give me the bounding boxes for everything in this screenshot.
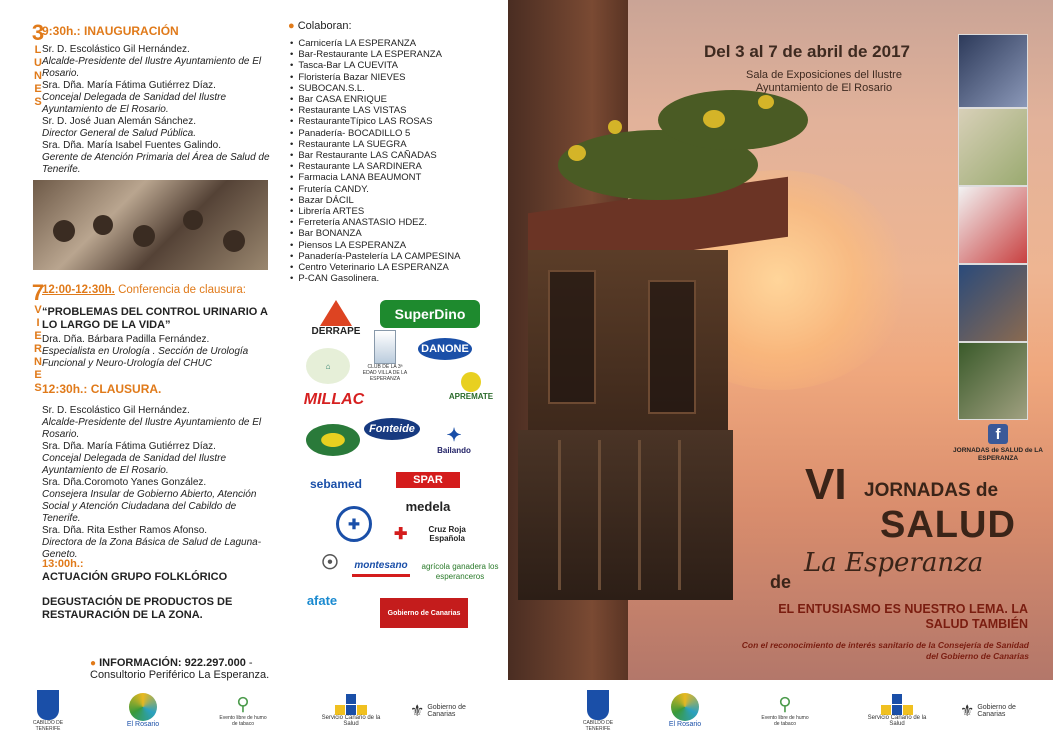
collaborators-list bbox=[290, 38, 460, 284]
session-degustacion: DEGUSTACIÓN DE PRODUCTOS DE RESTAURACIÓN DE LA ZONA. bbox=[42, 596, 233, 621]
collaborator-item: • SUBOCAN.S.L. bbox=[290, 83, 460, 94]
collaborator-item: • Bar BONANZA bbox=[290, 228, 460, 239]
phone-number: 922.297.000 bbox=[184, 657, 246, 669]
smoke-free-logo: ⚲ Evento libre de humo de tabaco bbox=[761, 694, 809, 727]
day-letter: S bbox=[34, 382, 42, 394]
speakers-list bbox=[42, 405, 270, 561]
day-letter: S bbox=[34, 96, 42, 108]
bailando-logo: ✦ Bailando bbox=[437, 425, 471, 455]
collaborator-item: • Bar Restaurante LAS CAÑADAS bbox=[290, 150, 460, 161]
session-title: INAUGURACIÓN bbox=[84, 24, 179, 38]
title-de: de bbox=[770, 572, 792, 592]
title-la-esperanza: La Esperanza bbox=[804, 548, 984, 578]
speaker-entry bbox=[42, 441, 270, 477]
rosario-logo: El Rosario bbox=[118, 683, 168, 738]
speaker-entry bbox=[42, 116, 270, 140]
collaborator-item: • Piensos LA ESPERANZA bbox=[290, 240, 460, 251]
cabildo-logo: CABILDO DE TENERIFE bbox=[578, 683, 618, 738]
day-letter: E bbox=[34, 330, 42, 342]
speaker-entry bbox=[42, 477, 270, 525]
slogan: EL ENTUSIASMO ES NUESTRO LEMA. LA SALUD TAMBIÉN bbox=[778, 602, 1028, 631]
day-number: 3 bbox=[31, 20, 45, 45]
collaborator-item: • Bar CASA ENRIQUE bbox=[290, 94, 460, 105]
day-letter: U bbox=[34, 57, 42, 69]
session-folklorico: ACTUACIÓN GRUPO FOLKLÓRICO bbox=[42, 571, 228, 583]
bullet-icon: ● bbox=[288, 20, 295, 32]
spar-logo: SPAR bbox=[396, 472, 460, 488]
session-time: 13:00h.: bbox=[42, 558, 84, 570]
collaborators-panel bbox=[280, 0, 508, 745]
collaborators-title: ● Colaboran: bbox=[288, 20, 352, 32]
bullet-icon: ● bbox=[90, 658, 97, 669]
speaker-role: Concejal Delegada de Sanidad del Ilustre Ayuntamiento de El Rosario. bbox=[42, 92, 227, 115]
day-letter: N bbox=[34, 70, 42, 82]
agricola-logo: agrícola ganadera los esperanceros bbox=[421, 562, 499, 581]
speaker-entry bbox=[42, 525, 270, 561]
day-number: 7 bbox=[31, 280, 45, 305]
speaker-name: Sra. Dña.Coromoto Yanes González. bbox=[42, 477, 207, 488]
day-letter: L bbox=[34, 44, 42, 56]
gobierno-canarias-logo: Gobierno de Canarias bbox=[380, 598, 468, 628]
collaborator-item: • Librería ARTES bbox=[290, 206, 460, 217]
collaborator-item: • Centro Veterinario LA ESPERANZA bbox=[290, 262, 460, 273]
title-salud: SALUD bbox=[880, 504, 1016, 546]
day-letter: V bbox=[34, 304, 42, 316]
millac-logo: MILLAC bbox=[303, 391, 365, 408]
talk-speaker: Dra. Dña. Bárbara Padilla Fernández. Especialista en Urología . Sección de Urología Funcional y Neuro-Urología del CHUC bbox=[42, 334, 249, 369]
info-line: ● INFORMACIÓN: 922.297.000 - Consultorio Periférico La Esperanza. bbox=[90, 657, 270, 681]
collaborator-item: • Bar-Restaurante LA ESPERANZA bbox=[290, 49, 460, 60]
day-letter: E bbox=[34, 83, 42, 95]
session-time: 12:00-12:30h. bbox=[42, 284, 115, 296]
session-time: 12:30h.: bbox=[42, 382, 88, 396]
day-letter: I bbox=[36, 317, 40, 329]
club-emblem-logo: ⌂ bbox=[306, 348, 350, 384]
recognition-note: Con el reconocimiento de interés sanitario de la Consejería de Sanidad del Gobierno de Canarias bbox=[741, 640, 1029, 661]
session-title: CLAUSURA. bbox=[90, 382, 162, 396]
health-cross-logo: ✚ bbox=[336, 506, 372, 542]
photo-thumb-1 bbox=[958, 34, 1028, 108]
speaker-name: Sr. D. José Juan Alemán Sánchez. bbox=[42, 116, 196, 127]
photo-thumb-4 bbox=[958, 264, 1028, 342]
speaker-name: Sra. Dña. María Isabel Fuentes Galindo. bbox=[42, 140, 221, 151]
speaker-entry bbox=[42, 140, 270, 176]
talk-title: “PROBLEMAS DEL CONTROL URINARIO A LO LARGO DE LA VIDA” bbox=[42, 306, 268, 331]
speaker-name: Sr. D. Escolástico Gil Hernández. bbox=[42, 405, 190, 416]
speaker-name: Sra. Dña. María Fátima Gutiérrez Díaz. bbox=[42, 441, 216, 452]
collaborator-item: • Floristería Bazar NIEVES bbox=[290, 72, 460, 83]
speaker-name: Sra. Dña. Rita Esther Ramos Afonso. bbox=[42, 525, 208, 536]
cabildo-logo: CABILDO DE TENERIFE bbox=[28, 683, 68, 738]
rosario-round-logo bbox=[306, 424, 360, 456]
speakers-list bbox=[42, 44, 270, 176]
danone-logo: DANONE bbox=[418, 338, 472, 360]
collaborator-item: • Tasca-Bar LA CUEVITA bbox=[290, 60, 460, 71]
day-letter: R bbox=[34, 343, 42, 355]
medela-logo: medela bbox=[405, 498, 451, 514]
speaker-role: Alcalde-Presidente del Ilustre Ayuntamiento de El Rosario. bbox=[42, 417, 262, 440]
scs-logo: Servicio Canario de la Salud bbox=[316, 683, 386, 738]
collaborator-item: • P-CAN Gasolinera. bbox=[290, 273, 460, 284]
fonteide-logo: Fonteide bbox=[364, 418, 420, 440]
collaborator-item: • Farmacia LANA BEAUMONT bbox=[290, 172, 460, 183]
session-inauguracion bbox=[42, 24, 179, 38]
collaborator-item: • Panadería- BOCADILLO 5 bbox=[290, 128, 460, 139]
club-logo: CLUB DE LA 3ª EDAD VILLA DE LA ESPERANZA bbox=[360, 330, 410, 382]
speaker-name: Sr. D. Escolástico Gil Hernández. bbox=[42, 44, 190, 55]
edition-number: VI bbox=[805, 460, 847, 509]
photo-thumb-2 bbox=[958, 108, 1028, 186]
collaborator-item: • Restaurante LAS VISTAS bbox=[290, 105, 460, 116]
collaborator-item: • Restaurante LA SUEGRA bbox=[290, 139, 460, 150]
session-conferencia bbox=[42, 284, 246, 296]
scs-logo: Servicio Canario de la Salud bbox=[862, 683, 932, 738]
program-panel bbox=[0, 0, 280, 745]
montesano-logo: montesano bbox=[352, 556, 410, 577]
collaborator-item: • Panadería-Pastelería LA CAMPESINA bbox=[290, 251, 460, 262]
speaker-entry bbox=[42, 405, 270, 441]
session-time: 9:30h.: bbox=[42, 24, 81, 38]
derrape-logo: DERRAPE bbox=[306, 296, 366, 340]
facebook-icon[interactable]: f bbox=[988, 424, 1008, 444]
speaker-role: Gerente de Atención Primaria del Área de Salud de Tenerife. bbox=[42, 152, 270, 175]
speaker-role: Director General de Salud Pública. bbox=[42, 128, 196, 139]
event-date: Del 3 al 7 de abril de 2017 bbox=[704, 42, 911, 61]
gobierno-footer-logo: ⚜ Gobierno de Canarias bbox=[960, 702, 1016, 720]
session-clausura bbox=[42, 382, 161, 396]
sebamed-logo: sebamed bbox=[309, 477, 363, 491]
collaborator-item: • Restaurante LA SARDINERA bbox=[290, 161, 460, 172]
event-venue: Sala de Exposiciones del Ilustre Ayuntamiento de El Rosario bbox=[746, 69, 902, 94]
speaker-entry bbox=[42, 80, 270, 116]
smoke-free-logo: ⚲ Evento libre de humo de tabaco bbox=[219, 694, 267, 727]
superdino-logo: SuperDino bbox=[380, 300, 480, 328]
facebook-label: JORNADAS de SALUD de LA ESPERANZA bbox=[953, 447, 1043, 462]
speaker-role: Directora de la Zona Básica de Salud de Laguna-Geneto. bbox=[42, 537, 262, 560]
speaker-role: Consejera Insular de Gobierno Abierto, Atención Social y Atención Ciudadana del Cabildo de Tenerife. bbox=[42, 489, 257, 524]
gobierno-footer-logo: ⚜ Gobierno de Canarias bbox=[410, 702, 466, 720]
collaborator-item: • Bazar DÁCIL bbox=[290, 195, 460, 206]
photo-thumb-3 bbox=[958, 186, 1028, 264]
day-letter: N bbox=[34, 356, 42, 368]
speaker-entry bbox=[42, 44, 270, 80]
figure-logo: ☉ bbox=[321, 551, 339, 574]
collaborator-item: • RestauranteTípico LAS ROSAS bbox=[290, 116, 460, 127]
afate-logo: afate bbox=[306, 592, 338, 608]
collaborator-item: • Ferretería ANASTASIO HDEZ. bbox=[290, 217, 460, 228]
collaborator-item: • Carnicería LA ESPERANZA bbox=[290, 38, 460, 49]
photo-thumb-5 bbox=[958, 342, 1028, 420]
speaker-role: Concejal Delegada de Sanidad del Ilustre Ayuntamiento de El Rosario. bbox=[42, 453, 227, 476]
session-title: Conferencia de clausura: bbox=[118, 284, 246, 296]
collaborator-item: • Frutería CANDY. bbox=[290, 184, 460, 195]
cruz-roja-logo: ✚ Cruz Roja Española bbox=[394, 525, 466, 543]
speaker-name: Sra. Dña. María Fátima Gutiérrez Díaz. bbox=[42, 80, 216, 91]
apremate-logo: APREMATE bbox=[446, 368, 496, 404]
cover-panel bbox=[508, 0, 1053, 745]
title-jornadas: JORNADAS de bbox=[864, 480, 999, 501]
speaker-role: Alcalde-Presidente del Ilustre Ayuntamiento de El Rosario. bbox=[42, 56, 262, 79]
audience-photo bbox=[33, 180, 268, 270]
day-letter: E bbox=[34, 369, 42, 381]
rosario-logo: El Rosario bbox=[660, 683, 710, 738]
